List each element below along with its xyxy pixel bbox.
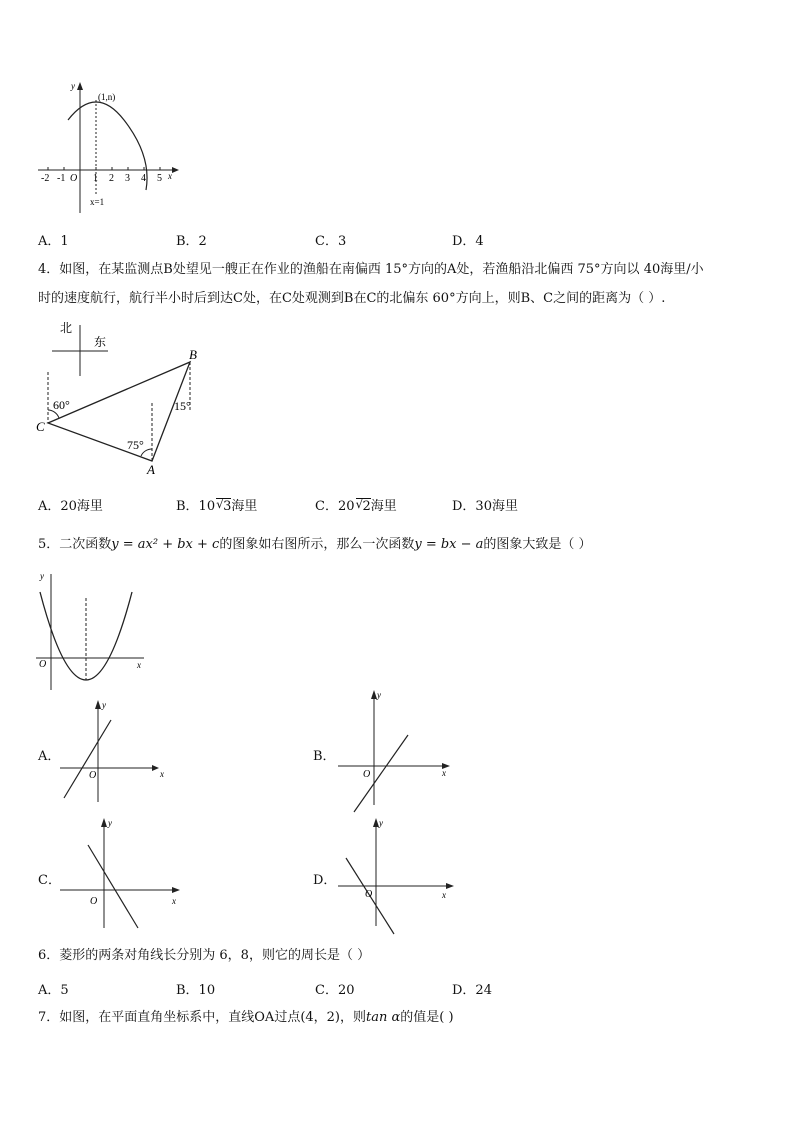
q5-stem-suffix: 的图象大致是（ ）: [483, 537, 592, 552]
q3-tick-label: -1: [57, 173, 66, 184]
q4-option-b-prefix: B．10: [176, 499, 216, 514]
q4-option-b-suffix: 海里: [231, 499, 258, 514]
q4-angle-b-label: 15°: [174, 399, 191, 413]
q4-east-label: 东: [94, 335, 107, 349]
q5-a-y-arrow: [95, 700, 101, 709]
q3-tick-label: 4: [141, 173, 146, 184]
q5-formula-linear: y = bx − a: [414, 537, 484, 552]
q3-option-a[interactable]: A．1: [38, 234, 69, 249]
q5-c-axis-x: x: [172, 896, 176, 906]
q3-option-b[interactable]: B．2: [176, 234, 207, 249]
q7-stem-suffix: 的值是( ): [400, 1010, 454, 1025]
q5-c-y-arrow: [101, 818, 107, 827]
q4-stem-line2: 时的速度航行，航行半小时后到达C处，在C处观测到B在C的北偏东 60°方向上，则B、C之间的距离为（ ）.: [38, 291, 666, 306]
q6-option-c[interactable]: C．20: [315, 983, 355, 998]
q3-option-c[interactable]: C．3: [315, 234, 347, 249]
q3-tick-label: -2: [41, 173, 50, 184]
q3-tick-label: 3: [125, 173, 130, 184]
q7-formula: tan α: [366, 1010, 401, 1025]
q5-axis-x-label: x: [137, 660, 141, 670]
q3-tick-label: 5: [157, 173, 162, 184]
q3-tick-label: 1: [93, 173, 98, 184]
q4-option-c-suffix: 海里: [370, 499, 397, 514]
q5-a-x-arrow: [152, 765, 159, 771]
q5-stem-mid: 的图象如右图所示，那么一次函数: [219, 537, 415, 552]
q4-option-c-root: √ 2: [355, 497, 371, 514]
q5-axis-y-label: y: [40, 571, 44, 581]
q5-d-axis-x: x: [442, 890, 446, 900]
q6-option-b[interactable]: B．10: [176, 983, 216, 998]
q5-a-axis-y: y: [102, 700, 106, 710]
q5-d-x-arrow: [446, 883, 454, 889]
q4-point-b: B: [189, 347, 197, 362]
q5-origin-label: O: [39, 659, 47, 670]
q5-c-axis-y: y: [108, 818, 112, 828]
q3-vertex-label: (1,n): [98, 92, 116, 102]
q4-point-c: C: [36, 419, 45, 434]
q4-option-d[interactable]: D．30海里: [452, 499, 518, 514]
q6-option-a[interactable]: A．5: [38, 983, 69, 998]
q4-option-b-root: √ 3: [216, 497, 232, 514]
q5-option-b[interactable]: B．: [313, 749, 336, 764]
q5-b-axis-y: y: [377, 690, 381, 700]
q5-b-axis-x: x: [442, 768, 446, 778]
q4-angle-c-label: 60°: [53, 398, 70, 412]
q4-option-a[interactable]: A．20海里: [38, 499, 103, 514]
q3-option-d[interactable]: D．4: [452, 234, 484, 249]
q5-c-origin: O: [90, 896, 98, 907]
q4-option-c-prefix: C．20: [315, 499, 355, 514]
q5-c-line: [88, 845, 138, 928]
q4-stem-line1: 4．如图，在某监测点B处望见一艘正在作业的渔船在南偏西 15°方向的A处，若渔船沿北偏西 75°方向以 40海里/小: [38, 262, 704, 277]
q3-origin-label: O: [70, 173, 78, 184]
q6-stem: 6．菱形的两条对角线长分别为 6，8，则它的周长是（ ）: [38, 948, 371, 963]
q4-angle-a-label: 75°: [127, 438, 144, 452]
q5-option-d[interactable]: D．: [313, 873, 337, 888]
q3-axis-y-label: y: [71, 81, 75, 91]
q5-stem-prefix: 5．二次函数: [38, 537, 112, 552]
q7-stem-prefix: 7．如图，在平面直角坐标系中，直线OA过点(4，2)，则: [38, 1010, 367, 1025]
q6-option-d[interactable]: D．24: [452, 983, 492, 998]
q4-point-a: A: [147, 462, 155, 477]
q5-a-origin: O: [89, 770, 97, 781]
q7-stem: [38, 1010, 454, 1026]
q5-c-x-arrow: [172, 887, 180, 893]
q5-option-a[interactable]: A．: [38, 749, 61, 764]
q3-symmetry-label: x=1: [90, 197, 105, 207]
q3-axis-x-label: x: [168, 171, 172, 181]
q5-b-origin: O: [363, 769, 371, 780]
q5-formula-quadratic: y = ax² + bx + c: [111, 537, 220, 552]
q5-d-origin: O: [365, 889, 373, 900]
q5-option-c[interactable]: C．: [38, 873, 61, 888]
q4-north-label: 北: [60, 321, 73, 335]
q5-a-line: [64, 720, 111, 798]
q5-d-axis-y: y: [379, 818, 383, 828]
q3-tick-label: 2: [109, 173, 114, 184]
q5-a-axis-x: x: [160, 769, 164, 779]
